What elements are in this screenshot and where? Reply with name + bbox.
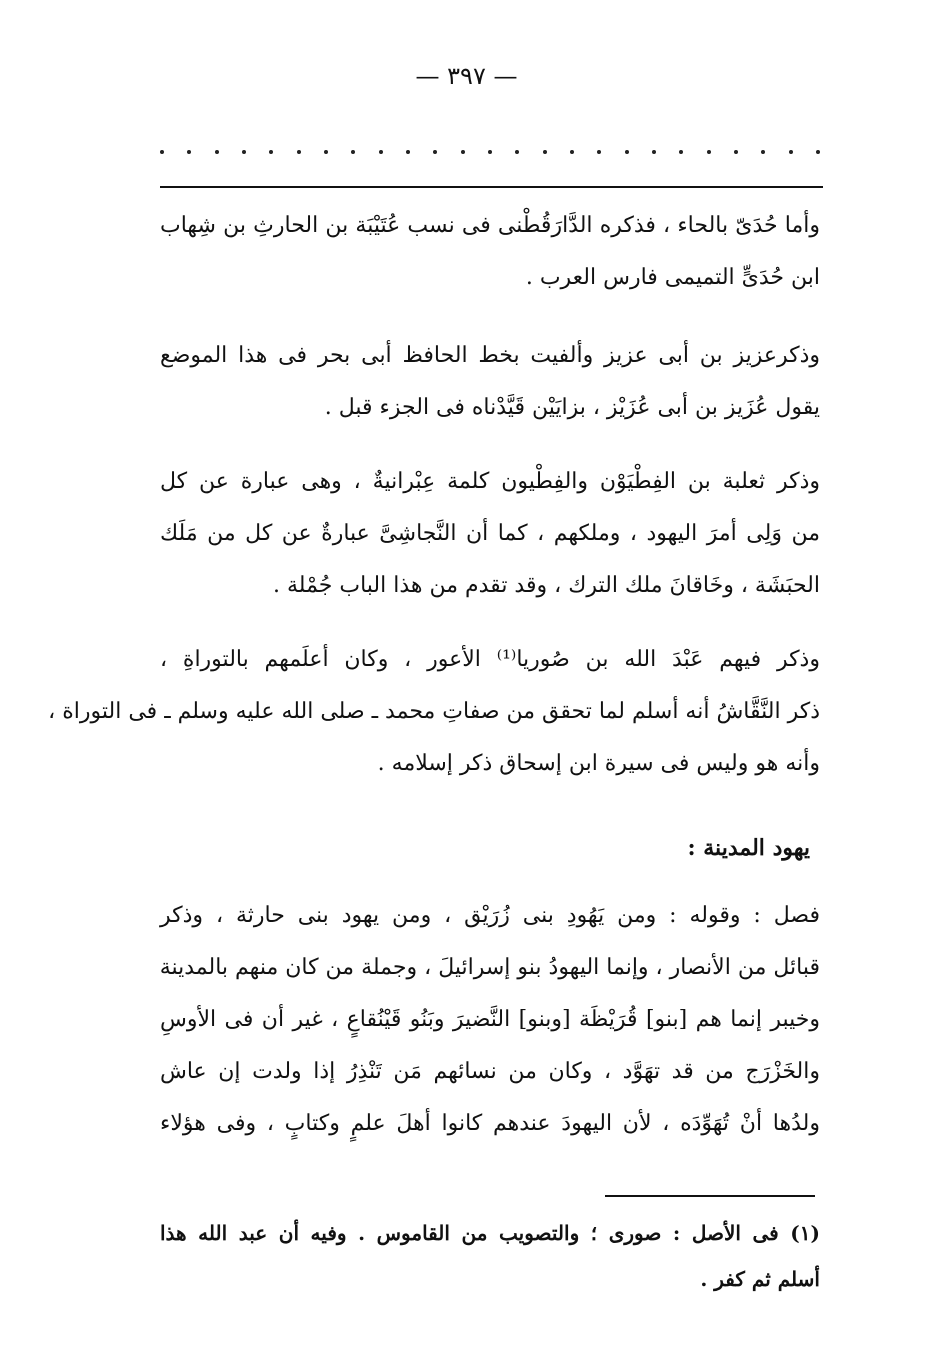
text-line: يقول عُزَيز بن أبى عُزَيْز ، بزايَيْن قَيَّدْناه فى الجزء قبل . (324, 395, 820, 420)
dot (406, 150, 410, 154)
dot (707, 150, 711, 154)
dot (242, 150, 246, 154)
text-line: وذكر ثعلبة بن الفِطْيَوْن والفِطْيون كلمة عِبْرانيةٌ ، وهى عبارة عن كل (160, 469, 820, 494)
paragraph-hudayy (160, 200, 820, 304)
dot (187, 150, 191, 154)
dot (269, 150, 273, 154)
dot (679, 150, 683, 154)
dot (488, 150, 492, 154)
dot (625, 150, 629, 154)
text-line: وذكرعزيز بن أبى عزيز وألفيت بخط الحافظ أبى بحر فى هذا الموضع (160, 343, 820, 368)
dot (297, 150, 301, 154)
section-heading: يهود المدينة : (687, 835, 810, 861)
section-body (160, 890, 820, 1150)
dot (324, 150, 328, 154)
text-line: والخَزْرَج من قد تهَوَّد ، وكان من نسائهم مَن تَنْذِرُ إذا ولدت إن عاش (160, 1059, 820, 1084)
text-line: وأنه هو وليس فى سيرة ابن إسحاق ذكر إسلامه . (377, 751, 820, 776)
footnote-line: أسلم ثم كفر . (700, 1267, 820, 1291)
text-line: فصل : وقوله : ومن يَهُودِ بنى زُرَيْق ، ومن يهود بنى حارثة ، وذكر (160, 903, 820, 928)
paragraph-abdullah-suriya (48, 634, 820, 790)
dot (215, 150, 219, 154)
paragraph-aziz (160, 330, 820, 434)
dot (652, 150, 656, 154)
text-line: وذكر فيهم عَبْدَ الله بن صُوريا⁽¹⁾ الأعور ، وكان أعلَمهم بالتوراةِ ، (160, 647, 820, 672)
footnote-rule (605, 1195, 815, 1197)
dot (379, 150, 383, 154)
text-line: قبائل من الأنصار ، وإنما اليهودُ بنو إسرائيلَ ، وجملة من كان منهم بالمدينة (159, 955, 820, 980)
dot (543, 150, 547, 154)
dot (351, 150, 355, 154)
dot (515, 150, 519, 154)
text-line: ابن حُدَىٍّ التميمى فارس العرب . (525, 265, 820, 290)
paragraph-thalaba (160, 456, 820, 612)
text-line: وخيبر إنما هم [بنو] قُرَيْظَة [وبنو] النَّضيرَ وبَنُو قَيْنُقاعٍ ، غير أن فى الأوسِ (160, 1007, 820, 1032)
header-rule (160, 186, 823, 188)
dot (816, 150, 820, 154)
text-line: ذكر النَّقَّاشُ أنه أسلم لما تحقق من صفاتِ محمد ـ صلى الله عليه وسلم ـ فى التوراة ، (48, 699, 820, 724)
dot (570, 150, 574, 154)
dot (597, 150, 601, 154)
text-line: ولدُها أنْ تُهَوِّدَه ، لأن اليهودَ عندهم كانوا أهلَ علمٍ وكتابٍ ، وفى هؤلاء (160, 1111, 820, 1136)
footnote-line: (١) فى الأصل : صورى ؛ والتصويب من القاموس . وفيه أن عبد الله هذا (160, 1221, 820, 1245)
text-line: الحبَشَة ، وخَاقانَ ملك الترك ، وقد تقدم من هذا الباب جُمْلة . (273, 573, 820, 598)
text-line: وأما حُدَىّ بالحاء ، فذكره الدَّارَقُطْنى فى نسب عُتَيْبَة بن الحارثِ بن شِهاب (160, 213, 820, 238)
dot (789, 150, 793, 154)
dot (734, 150, 738, 154)
dot (433, 150, 437, 154)
page-number: — ٣٩٧ — (415, 62, 518, 90)
dot-separator (160, 150, 820, 154)
dot (461, 150, 465, 154)
dot (160, 150, 164, 154)
text-line: من وَلِى أمرَ اليهود ، وملكهم ، كما أن النَّجاشِىَّ عبارةٌ عن كل من مَلَك (160, 521, 820, 546)
footnote (160, 1210, 820, 1302)
dot (761, 150, 765, 154)
